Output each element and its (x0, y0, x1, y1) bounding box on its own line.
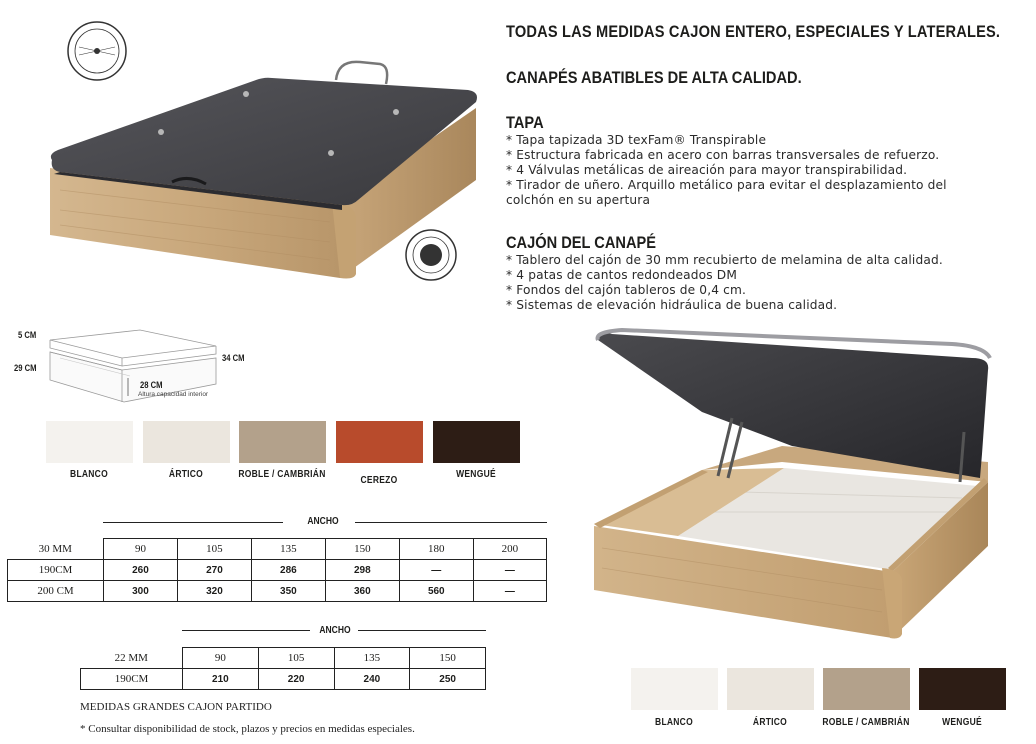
price-cell: 360 (325, 581, 399, 602)
cajon-item: * Tablero del cajón de 30 mm recubierto de melamina de alta calidad. (506, 253, 943, 267)
swatch-artico[interactable] (143, 421, 230, 463)
swatch-blanco[interactable] (631, 668, 718, 710)
width-header: 200 (473, 539, 546, 560)
swatch-roble[interactable] (823, 668, 910, 710)
ancho-line-left (182, 630, 310, 631)
tapa-item: * Estructura fabricada en acero con barras transversales de refuerzo. (506, 148, 940, 162)
cajon-item: * Fondos del cajón tableros de 0,4 cm. (506, 283, 747, 297)
length-label: 200 CM (8, 581, 104, 602)
page-subtitle: CANAPÉS ABATIBLES DE ALTA CALIDAD. (506, 68, 802, 87)
dim-inner-label: 28 CM (140, 380, 163, 390)
guarantee-seal (66, 20, 128, 82)
swatch-label: WENGUÉ (942, 717, 982, 728)
width-header: 90 (183, 648, 259, 669)
cajon-item: * Sistemas de elevación hidráulica de buena calidad. (506, 298, 838, 312)
width-header: 150 (410, 648, 486, 669)
width-header: 135 (334, 648, 410, 669)
ancho-label: ANCHO (307, 516, 339, 527)
dim-total-label: 34 CM (222, 353, 245, 363)
open-bed-image (592, 322, 1032, 642)
dim-inner-caption: Altura capacidad interior (138, 391, 209, 398)
swatch-label: ROBLE / CAMBRIÁN (822, 717, 910, 728)
swatch-label: BLANCO (70, 469, 108, 480)
dim-lid-label: 5 CM (18, 330, 37, 340)
price-cell: 250 (410, 669, 486, 690)
width-header: 150 (325, 539, 399, 560)
length-label: 190CM (8, 560, 104, 581)
width-header: 90 (104, 539, 178, 560)
swatch-label: WENGUÉ (456, 469, 496, 480)
swatch-label: ÁRTICO (752, 717, 788, 728)
width-header: 105 (258, 648, 334, 669)
width-header: 105 (177, 539, 251, 560)
ancho-label: ANCHO (319, 625, 351, 636)
page-title: TODAS LAS MEDIDAS CAJON ENTERO, ESPECIALES Y LATERALES. (506, 22, 1001, 41)
price-cell: 210 (183, 669, 259, 690)
table-corner: 30 MM (8, 539, 104, 560)
tapa-item: * 4 Válvulas metálicas de aireación para mayor transpirabilidad. (506, 163, 908, 177)
ancho-line-right (355, 522, 547, 523)
cajon-list (506, 253, 943, 313)
price-cell: 260 (104, 560, 178, 581)
price-table-22mm (80, 647, 486, 690)
dim-height-label: 29 CM (14, 363, 37, 373)
price-cell: 286 (251, 560, 325, 581)
cajon-title: CAJÓN DEL CANAPÉ (506, 233, 657, 252)
swatch-wengue[interactable] (919, 668, 1006, 710)
swatch-label: ROBLE / CAMBRIÁN (238, 469, 326, 480)
swatch-roble[interactable] (239, 421, 326, 463)
swatch-wengue[interactable] (433, 421, 520, 463)
width-header: 135 (251, 539, 325, 560)
consult-note: * Consultar disponibilidad de stock, plazos y precios en medidas especiales. (80, 723, 415, 735)
swatch-label: ÁRTICO (168, 469, 204, 480)
price-cell: 300 (104, 581, 178, 602)
price-cell: 270 (177, 560, 251, 581)
tapa-item: * Tapa tapizada 3D texFam® Transpirable (506, 133, 767, 147)
tapa-item: * Tirador de uñero. Arquillo metálico para evitar el desplazamiento del (506, 178, 947, 192)
tapa-list (506, 133, 947, 208)
price-cell: — (399, 560, 473, 581)
table-corner: 22 MM (81, 648, 183, 669)
price-cell: 220 (258, 669, 334, 690)
large-sizes-note: MEDIDAS GRANDES CAJON PARTIDO (80, 701, 272, 713)
width-header: 180 (399, 539, 473, 560)
price-table-30mm (7, 538, 547, 602)
ancho-line-left (103, 522, 283, 523)
price-cell: — (473, 581, 546, 602)
made-in-spain-seal (404, 228, 458, 282)
price-cell: 350 (251, 581, 325, 602)
price-cell: 240 (334, 669, 410, 690)
length-label: 190CM (81, 669, 183, 690)
cajon-item: * 4 patas de cantos redondeados DM (506, 268, 738, 282)
swatch-blanco[interactable] (46, 421, 133, 463)
price-cell: 320 (177, 581, 251, 602)
price-cell: 298 (325, 560, 399, 581)
price-cell: 560 (399, 581, 473, 602)
price-cell: — (473, 560, 546, 581)
tapa-item: colchón en su apertura (506, 193, 651, 207)
ancho-line-right (358, 630, 486, 631)
swatch-cerezo[interactable] (336, 421, 423, 463)
swatch-artico[interactable] (727, 668, 814, 710)
tapa-title: TAPA (506, 113, 544, 132)
swatch-label: BLANCO (655, 717, 693, 728)
swatch-label: CEREZO (360, 475, 398, 486)
